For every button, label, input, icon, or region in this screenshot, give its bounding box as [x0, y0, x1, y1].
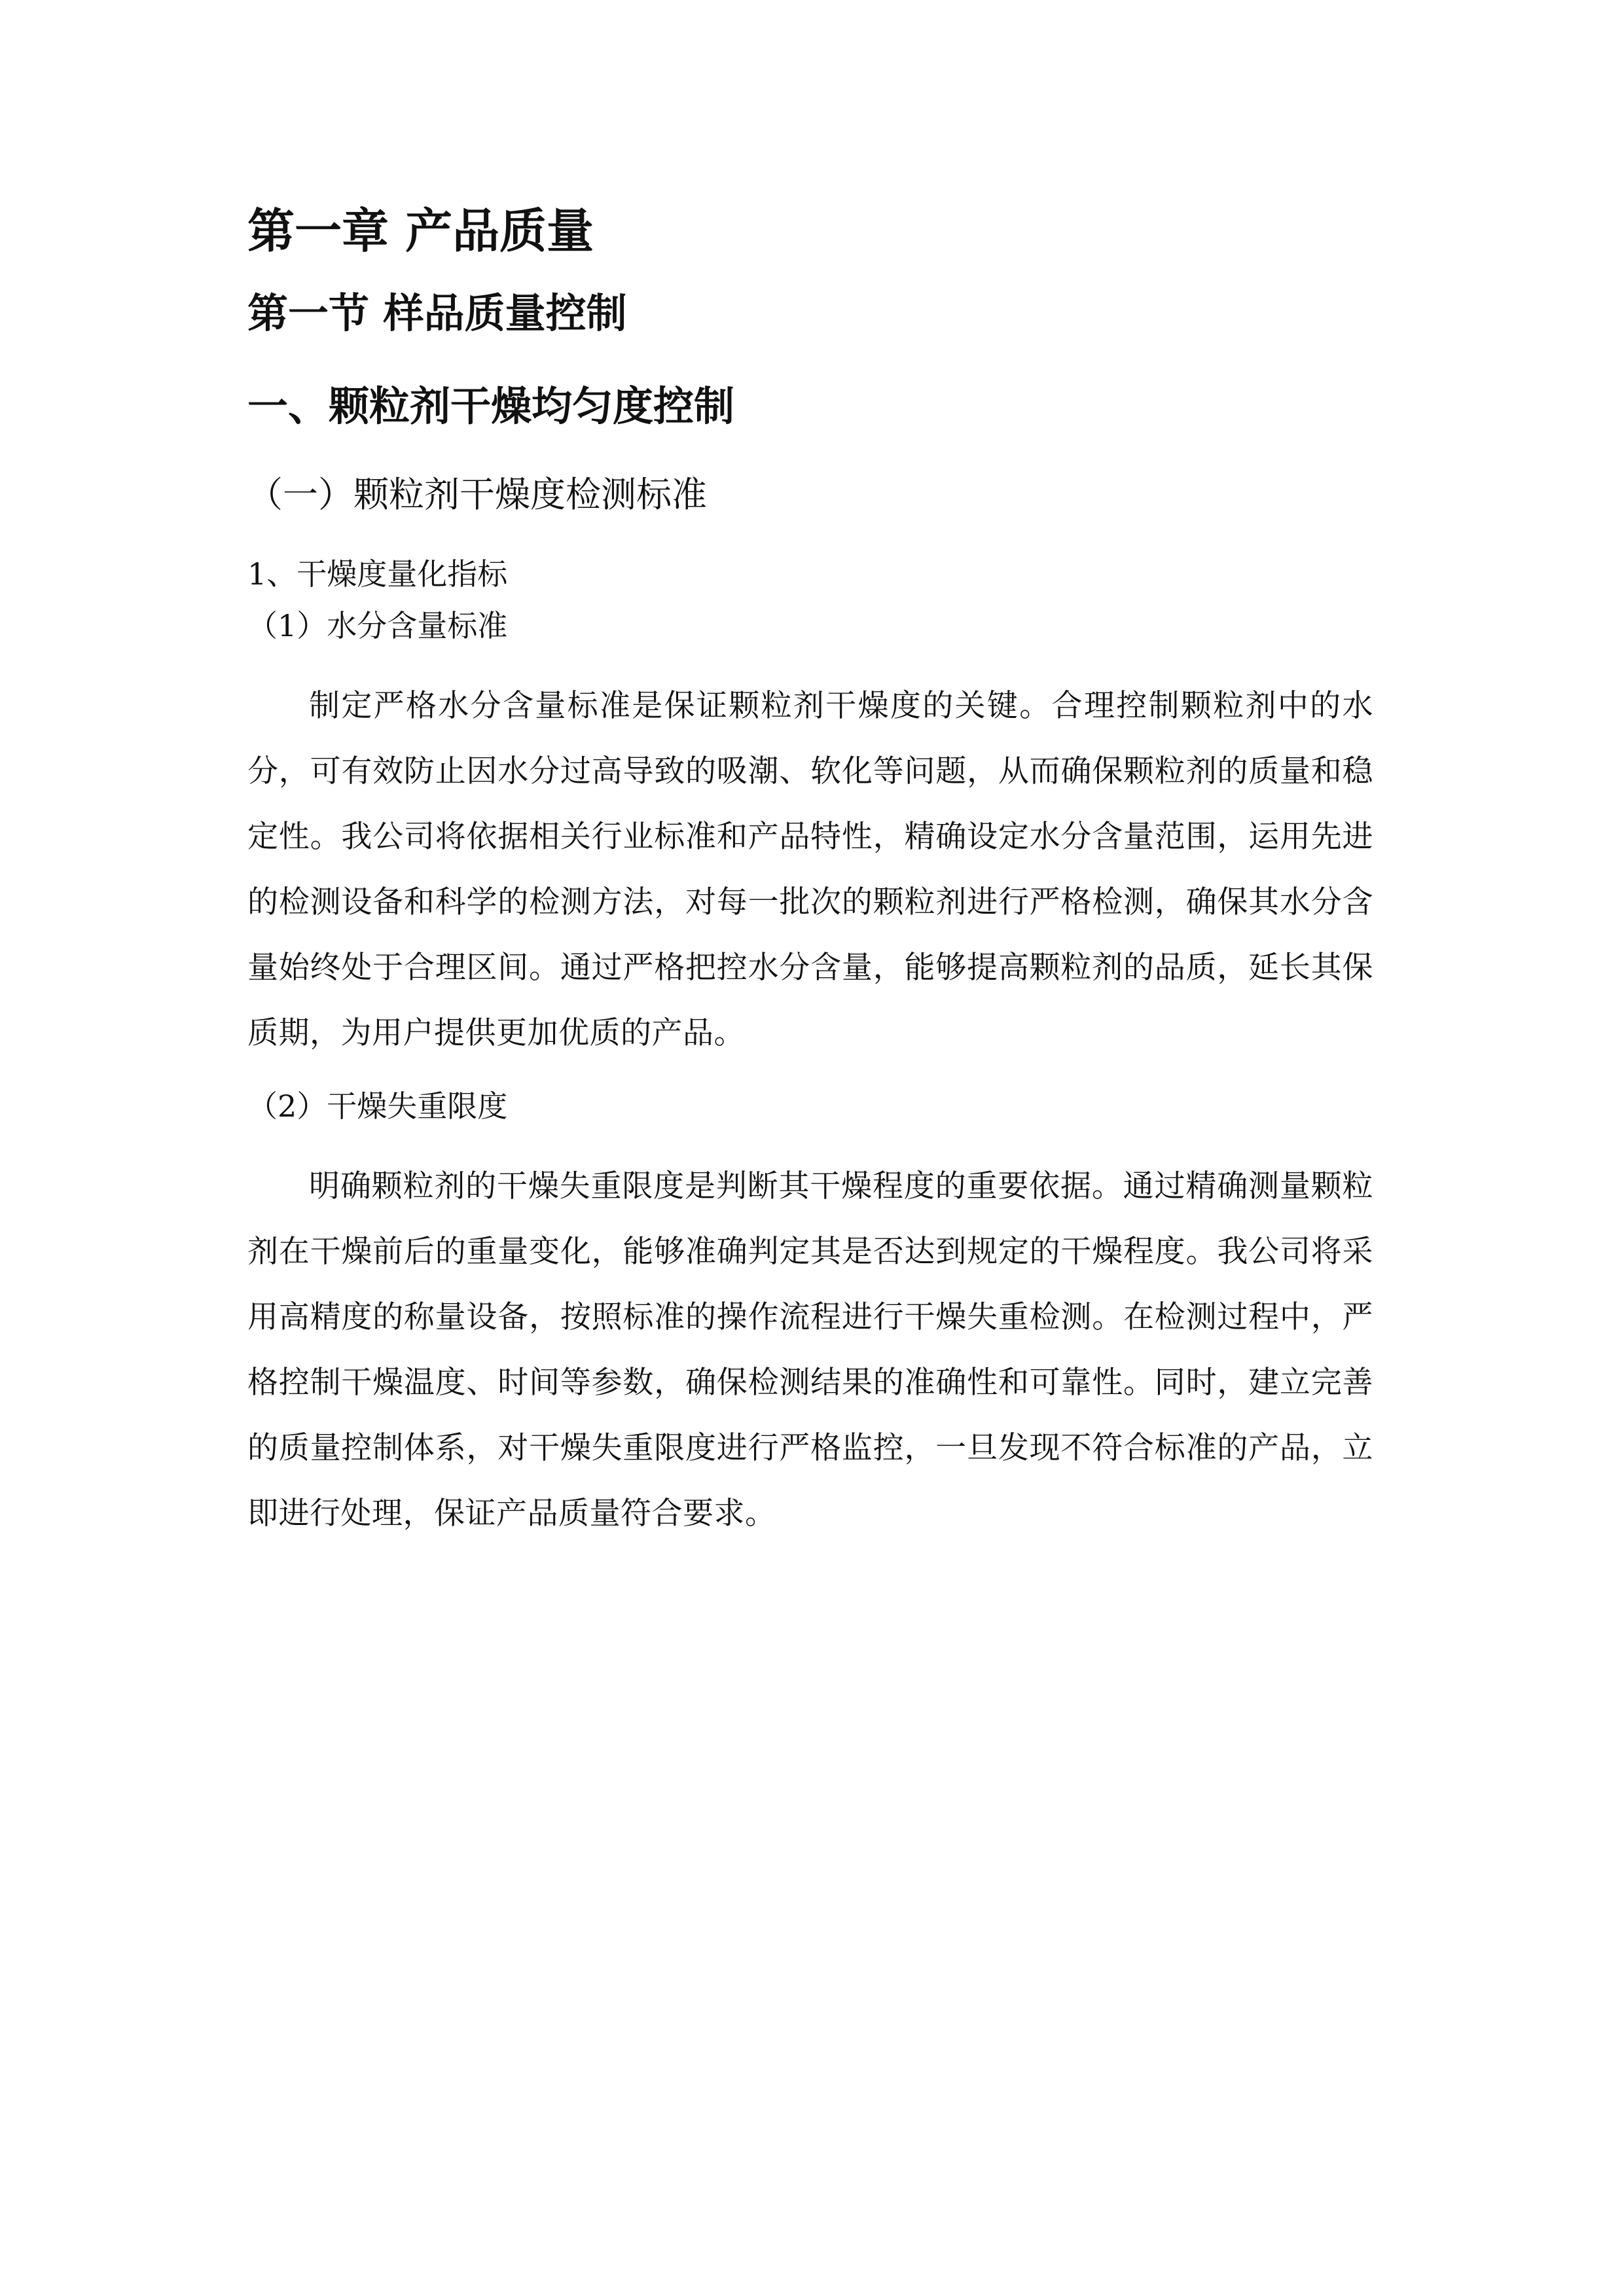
point-title-moisture: （1）水分含量标准	[247, 608, 508, 644]
paragraph-weight-loss: 明确颗粒剂的干燥失重限度是判断其干燥程度的重要依据。通过精确测量颗粒剂在干燥前后的重量变化，能够准确判定其是否达到规定的干燥程度。我公司将采用高精度的称量设备，按照标准的操作流程进行干燥失重检测。在检测过程中，严格控制干燥温度、时间等参数，确保检测结果的准确性和可靠性。同时，建立完善的质量控制体系，对干燥失重限度进行严格监控，一旦发现不符合标准的产品，立即进行处理，保证产品质量符合要求。	[247, 1168, 1373, 1532]
subsubsection-title: （一）颗粒剂干燥度检测标准	[247, 474, 707, 516]
document-body	[247, 203, 1373, 1568]
item-title: 1、干燥度量化指标	[247, 556, 508, 592]
paragraph-moisture: 制定严格水分含量标准是保证颗粒剂干燥度的关键。合理控制颗粒剂中的水分，可有效防止因水分过高导致的吸潮、软化等问题，从而确保颗粒剂的质量和稳定性。我公司将依据相关行业标准和产品特性，精确设定水分含量范围，运用先进的检测设备和科学的检测方法，对每一批次的颗粒剂进行严格检测，确保其水分含量始终处于合理区间。通过严格把控水分含量，能够提高颗粒剂的品质，延长其保质期，为用户提供更加优质的产品。	[247, 688, 1373, 1052]
subsection-title: 一、颗粒剂干燥均匀度控制	[247, 382, 735, 430]
point-title-weight-loss: （2）干燥失重限度	[247, 1088, 508, 1124]
section-title: 第一节 样品质量控制	[247, 289, 627, 338]
chapter-title: 第一章 产品质量	[247, 204, 594, 259]
